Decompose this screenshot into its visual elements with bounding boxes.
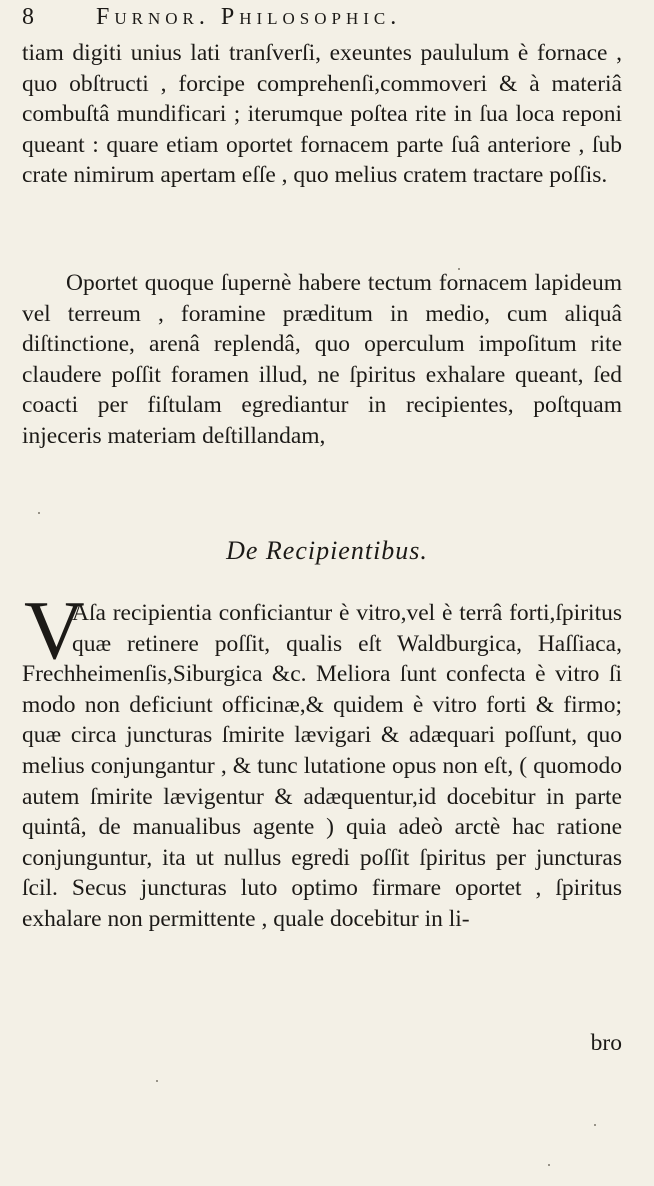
ink-speck: [458, 268, 460, 270]
drop-cap: V: [24, 584, 85, 677]
section-text: Aſa recipientia conficiantur è vitro,vel è terrâ forti,ſpiritus quæ retinere poſſit, qualis eſt Waldburgica, Haſſiaca, Frechheimenſis,Siburgica &c. Meliora ſunt confecta è vitro ſi modo non deficiunt officinæ,& quidem è vitro forti & firmo; quæ circa juncturas ſmirite lævigari & adæquari poſſunt, quo melius conjungantur , & tunc lutatione opus non eſt, ( quomodo autem ſmirite lævigentur & adæquentur,id docebitur in parte quintâ, de manualibus agente ) quia adeò arctè hac ratione conjunguntur, ita ut nullus egredi poſſit ſpiritus per juncturas ſcil. Secus juncturas luto optimo firmare oportet , ſpiritus exhalare non permittente , quale docebitur in li-: [22, 600, 622, 932]
ink-speck: [156, 1080, 158, 1082]
section-paragraph: [22, 584, 622, 935]
page-header: [22, 4, 642, 38]
page-number: 8: [22, 4, 39, 30]
running-title: Furnor. Philosophic.: [96, 4, 402, 30]
ink-speck: [548, 1164, 550, 1166]
ink-speck: [594, 1124, 596, 1126]
ink-speck: [38, 512, 40, 514]
drop-cap-spacer: [22, 598, 72, 656]
paragraph-fornace: tiam digiti unius lati tranſverſi, exeuntes paululum è fornace , quo obſtructi , forcipe comprehenſi,commoveri & à materiâ combuſtâ mundificari ; iterumque poſtea rite in ſua loca reponi queant : quare etiam oportet fornacem parte ſuâ anteriore , ſub crate nimirum apertam eſſe , quo melius cratem tractare poſſis.: [22, 40, 622, 189]
catchword: bro: [590, 1030, 622, 1056]
section-heading: De Recipientibus.: [226, 536, 428, 565]
paragraph-tectum: Oportet quoque ſupernè habere tectum fornacem lapideum vel terreum , foramine præditum in medio, cum aliquâ diſtinctione, arenâ replendâ, quo operculum impoſitum rite claudere poſſit foramen illud, ne ſpiritus exhalare queant, ſed coacti per fiſtulam egrediantur in recipientes, poſtquam injeceris materiam deſtillandam,: [22, 270, 622, 449]
